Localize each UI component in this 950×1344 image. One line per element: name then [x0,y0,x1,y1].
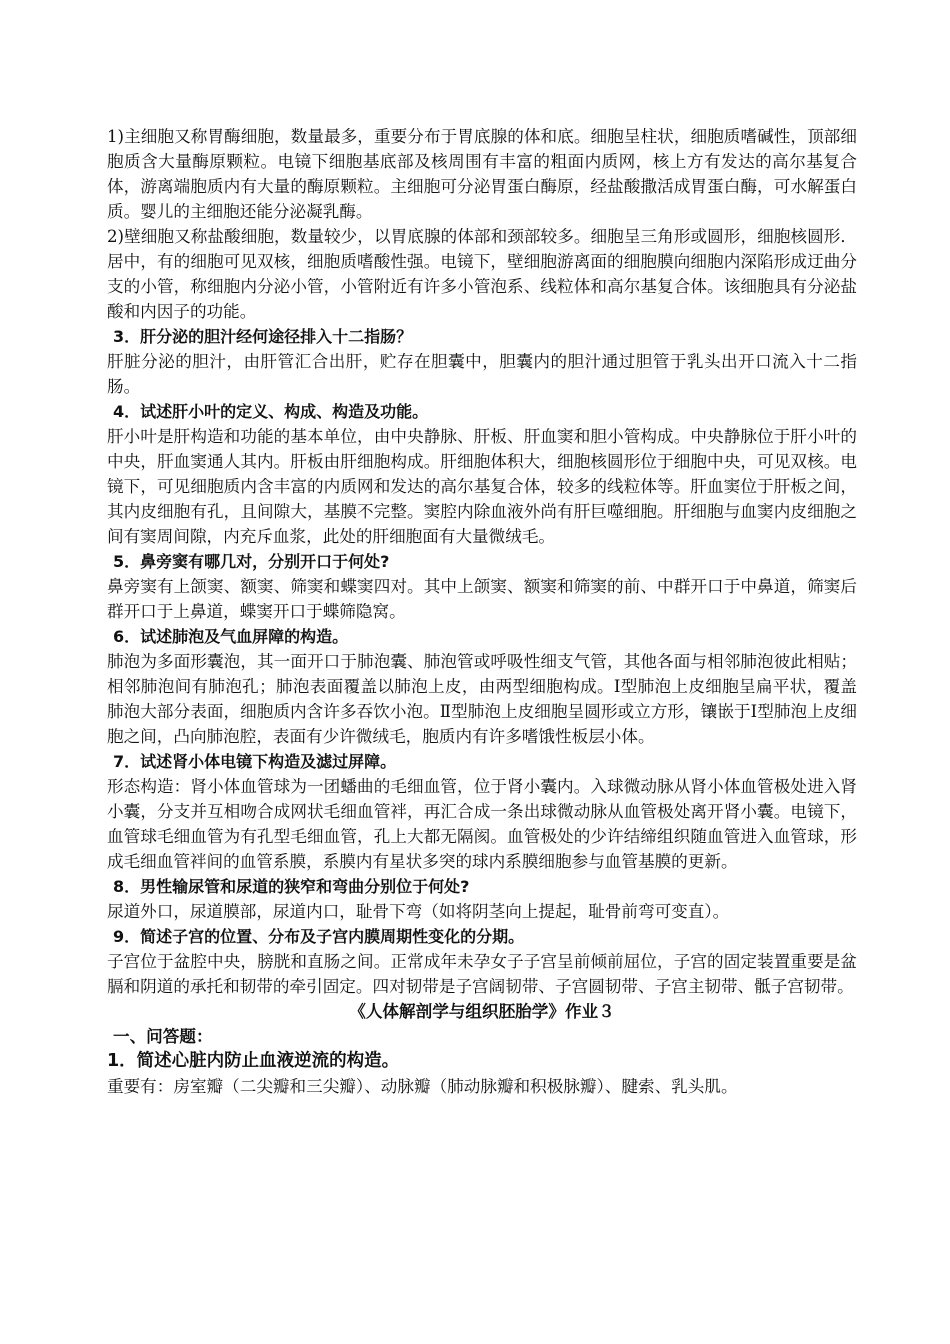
document-body [107,124,857,1099]
answer-3: 肝脏分泌的胆汁，由肝管汇合出肝，贮存在胆囊中，胆囊内的胆汁通过胆管于乳头出开口流入十二指肠。 [107,352,857,396]
answer-9: 子宫位于盆腔中央，膀胱和直肠之间。正常成年未孕女子子宫呈前倾前屈位，子宫的固定装置重要是盆膈和阴道的承托和韧带的牵引固定。四对韧带是子宫阔韧带、子宫圆韧带、子宫主韧带、骶子宫韧带。 [107,952,857,996]
question-5: 5．鼻旁窦有哪几对，分别开口于何处? [113,552,390,571]
question-3: 3．肝分泌的胆汁经何途径排入十二指肠？ [113,327,413,346]
section-heading: 一、问答题： [113,1027,213,1046]
question-7: 7．试述肾小体电镜下构造及滤过屏障。 [113,752,397,771]
parietal-cell-paragraph: 2)壁细胞又称盐酸细胞，数量较少，以胃底腺的体部和颈部较多。细胞呈三角形或圆形，细胞核圆形．居中，有的细胞可见双核，细胞质嗜酸性强。电镜下，壁细胞游离面的细胞膜向细胞内深陷形成迂曲分支的小管，称细胞内分泌小管，小管附近有许多小管泡系、线粒体和高尔基复合体。该细胞具有分泌盐酸和内因子的功能。 [107,227,857,321]
question-8: 8．男性输尿管和尿道的狭窄和弯曲分别位于何处? [113,877,470,896]
answer-8: 尿道外口，尿道膜部，尿道内口，耻骨下弯（如将阴茎向上提起，耻骨前弯可变直）。 [107,902,730,921]
answer-7: 形态构造：肾小体血管球为一团蟠曲的毛细血管，位于肾小囊内。入球微动脉从肾小体血管极处进入肾小囊，分支并互相吻合成网状毛细血管袢，再汇合成一条出球微动脉从血管极处离开肾小囊。电镜下，血管球毛细血管为有孔型毛细血管，孔上大都无隔阂。血管极处的少许结缔组织随血管进入血管球，形成毛细血管袢间的血管系膜，系膜内有星状多突的球内系膜细胞参与血管基膜的更新。 [107,777,857,871]
question-9: 9．简述子宫的位置、分布及子宫内膜周期性变化的分期。 [113,927,525,946]
answer-1: 重要有：房室瓣（二尖瓣和三尖瓣）、动脉瓣（肺动脉瓣和积极脉瓣）、腱索、乳头肌。 [107,1077,738,1096]
question-6: 6．试述肺泡及气血屏障的构造。 [113,627,349,646]
chief-cell-paragraph: 1)主细胞又称胃酶细胞，数量最多，重要分布于胃底腺的体和底。细胞呈柱状，细胞质嗜碱性，顶部细胞质含大量酶原颗粒。电镜下细胞基底部及核周围有丰富的粗面内质网，核上方有发达的高尔基复合体，游离端胞质内有大量的酶原颗粒。主细胞可分泌胃蛋白酶原，经盐酸撒活成胃蛋白酶，可水解蛋白质。婴儿的主细胞还能分泌凝乳酶。 [107,127,857,221]
answer-5: 鼻旁窦有上颌窦、额窦、筛窦和蝶窦四对。其中上颌窦、额窦和筛窦的前、中群开口于中鼻道，筛窦后群开口于上鼻道，蝶窦开口于蝶筛隐窝。 [107,577,857,621]
assignment-title: 《人体解剖学与组织胚胎学》作业３ [349,1002,615,1021]
question-1: 1．简述心脏内防止血液逆流的构造。 [107,1051,400,1071]
answer-4: 肝小叶是肝构造和功能的基本单位，由中央静脉、肝板、肝血窦和胆小管构成。中央静脉位于肝小叶的中央，肝血窦通人其内。肝板由肝细胞构成。肝细胞体积大，细胞核圆形位于细胞中央，可见双核。电镜下，可见细胞质内含丰富的内质网和发达的高尔基复合体，较多的线粒体等。肝血窦位于肝板之间，其内皮细胞有孔，且间隙大，基膜不完整。窦腔内除血液外尚有肝巨噬细胞。肝细胞与血窦内皮细胞之间有窦周间隙，内充斥血浆，此处的肝细胞面有大量微绒毛。 [107,427,857,546]
question-4: 4．试述肝小叶的定义、构成、构造及功能。 [113,402,429,421]
answer-6: 肺泡为多面形囊泡，其一面开口于肺泡囊、肺泡管或呼吸性细支气管，其他各面与相邻肺泡彼此相贴；相邻肺泡间有肺泡孔；肺泡表面覆盖以肺泡上皮，由两型细胞构成。Ⅰ型肺泡上皮细胞呈扁平状，覆盖肺泡大部分表面，细胞质内含许多吞饮小泡。Ⅱ型肺泡上皮细胞呈圆形或立方形，镶嵌于Ⅰ型肺泡上皮细胞之间，凸向肺泡腔，表面有少许微绒毛，胞质内有许多嗜饿性板层小体。 [107,652,857,746]
